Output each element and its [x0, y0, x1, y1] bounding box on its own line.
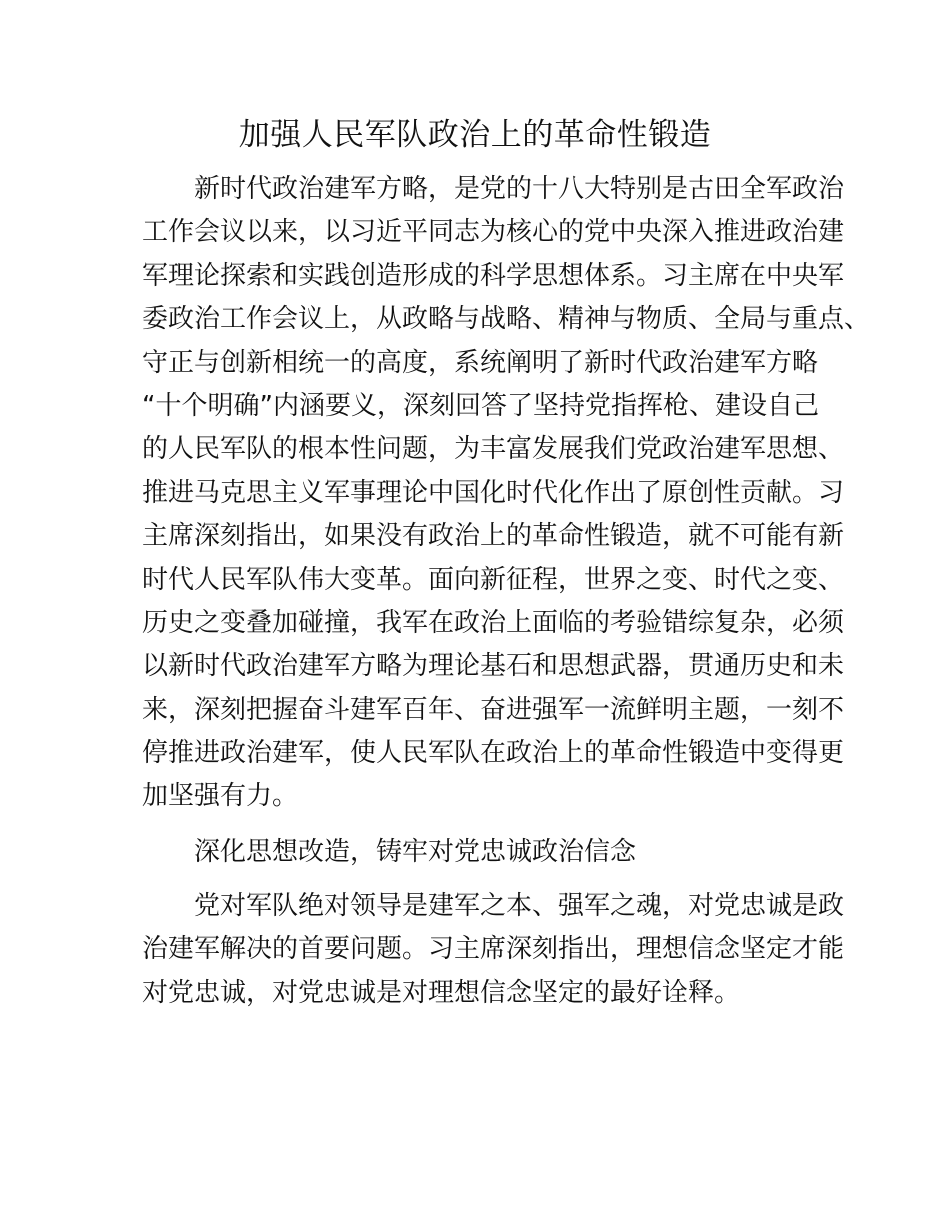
- paragraph-line: 委政治工作会议上，从政略与战略、精神与物质、全局与重点、: [142, 304, 871, 335]
- paragraph-line: 时代人民军队伟大变革。面向新征程，世界之变、时代之变、: [142, 564, 845, 595]
- paragraph-line: 新时代政治建军方略，是党的十八大特别是古田全军政治: [194, 174, 845, 204]
- paragraph-intro: [142, 168, 871, 819]
- paragraph-line: 主席深刻指出，如果没有政治上的革命性锻造，就不可能有新: [142, 521, 845, 552]
- paragraph-line: 历史之变叠加碰撞，我军在政治上面临的考验错综复杂，必须: [142, 607, 845, 638]
- paragraph-line: 推进马克思主义军事理论中国化时代化作出了原创性贡献。习: [142, 477, 845, 508]
- paragraph-loyalty: [142, 885, 845, 1015]
- paragraph-line: 对党忠诚，对党忠诚是对理想信念坚定的最好诠释。: [142, 977, 741, 1008]
- paragraph-line: 的人民军队的根本性问题，为丰富发展我们党政治建军思想、: [142, 434, 845, 465]
- paragraph-line: 工作会议以来，以习近平同志为核心的党中央深入推进政治建: [142, 217, 845, 248]
- document-title: 加强人民军队政治上的革命性锻造: [238, 117, 712, 153]
- paragraph-line: 守正与创新相统一的高度，系统阐明了新时代政治建军方略: [142, 347, 819, 378]
- paragraph-line: 停推进政治建军，使人民军队在政治上的革命性锻造中变得更: [142, 738, 845, 769]
- paragraph-line: “十个明确”内涵要义，深刻回答了坚持党指挥枪、建设自己: [142, 390, 819, 421]
- paragraph-line: 党对军队绝对领导是建军之本、强军之魂，对党忠诚是政: [194, 891, 845, 921]
- section-heading: [142, 831, 822, 874]
- paragraph-line: 以新时代政治建军方略为理论基石和思想武器，贯通历史和未: [142, 651, 845, 682]
- paragraph-line: 来，深刻把握奋斗建军百年、奋进强军一流鲜明主题，一刻不: [142, 694, 845, 725]
- section-heading-text: 深化思想改造，铸牢对党忠诚政治信念: [194, 837, 637, 867]
- paragraph-line: 军理论探索和实践创造形成的科学思想体系。习主席在中央军: [142, 260, 845, 291]
- paragraph-line: 加坚强有力。: [142, 781, 299, 812]
- paragraph-line: 治建军解决的首要问题。习主席深刻指出，理想信念坚定才能: [142, 934, 845, 965]
